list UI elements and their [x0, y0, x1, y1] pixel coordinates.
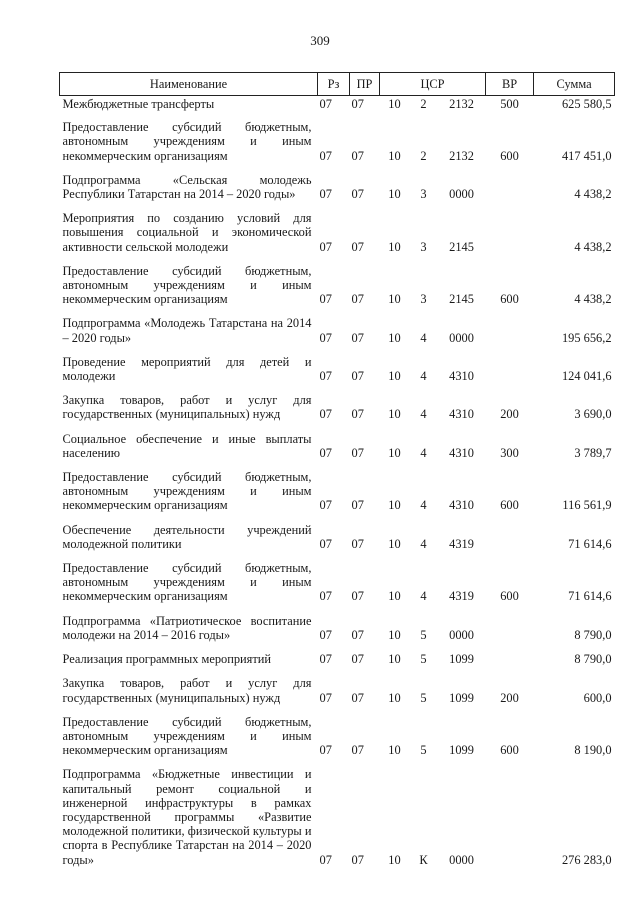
- row-name: Социальное обеспечение и иные выплаты населению: [62, 431, 312, 460]
- row-rz: 07: [319, 445, 332, 460]
- row-csr-item: 4319: [449, 589, 474, 604]
- row-sum: 4 438,2: [574, 187, 612, 202]
- row-csr-item: 1099: [449, 652, 474, 667]
- row-csr-item: 0000: [449, 330, 474, 345]
- row-csr-program: 10: [388, 498, 401, 513]
- row-csr-subprogram: 4: [420, 407, 427, 422]
- table-row: [60, 762, 615, 871]
- row-csr-subprogram: 4: [420, 536, 427, 551]
- row-csr-subprogram: 5: [420, 743, 427, 758]
- row-pr: 07: [351, 536, 364, 551]
- row-sum: 600,0: [583, 690, 612, 705]
- row-rz: 07: [319, 407, 332, 422]
- row-vr: 600: [500, 498, 519, 513]
- row-name: Предоставление субсидий бюджетным, автономным учреждениям и иным некоммерческим организациям: [62, 714, 312, 758]
- row-sum: 71 614,6: [568, 536, 612, 551]
- row-name: Предоставление субсидий бюджетным, автономным учреждениям и иным некоммерческим организациям: [62, 561, 312, 604]
- row-csr-item: 0000: [449, 852, 474, 867]
- row-sum: 71 614,6: [568, 589, 612, 604]
- table-row: [60, 311, 615, 349]
- row-name: Закупка товаров, работ и услуг для государственных (муниципальных) нужд: [62, 393, 312, 422]
- table-row: [60, 206, 615, 259]
- table-row: [60, 671, 615, 709]
- row-csr-item: 2132: [449, 148, 474, 163]
- header-pr: ПР: [350, 73, 380, 96]
- row-csr-item: 4319: [449, 536, 474, 551]
- row-vr: [486, 311, 534, 349]
- row-sum: 124 041,6: [561, 369, 612, 384]
- row-csr-program: 10: [388, 97, 401, 111]
- table-row: [60, 556, 615, 609]
- row-csr-subprogram: 2: [420, 148, 427, 163]
- row-sum: 417 451,0: [561, 148, 612, 163]
- row-csr-item: 4310: [449, 445, 474, 460]
- row-csr-program: 10: [388, 369, 401, 384]
- row-csr-program: 10: [388, 445, 401, 460]
- row-vr: [486, 350, 534, 388]
- budget-table: [59, 72, 615, 872]
- row-csr-program: 10: [388, 239, 401, 254]
- row-csr-program: 10: [388, 536, 401, 551]
- table-row: [60, 465, 615, 518]
- row-csr-subprogram: 3: [420, 292, 427, 307]
- row-csr-program: 10: [388, 652, 401, 667]
- row-csr-subprogram: 3: [420, 187, 427, 202]
- table-row: [60, 259, 615, 312]
- row-csr-item: 4310: [449, 369, 474, 384]
- header-name: Наименование: [60, 73, 318, 96]
- row-vr: [486, 762, 534, 871]
- row-pr: 07: [351, 690, 364, 705]
- table-row: [60, 350, 615, 388]
- row-sum: 8 190,0: [574, 743, 612, 758]
- row-sum: 116 561,9: [562, 498, 612, 513]
- row-csr-program: 10: [388, 589, 401, 604]
- row-rz: 07: [319, 97, 332, 111]
- row-csr-program: 10: [388, 407, 401, 422]
- row-csr-subprogram: 4: [420, 445, 427, 460]
- header-vr: ВР: [486, 73, 534, 96]
- row-csr-item: 2145: [449, 239, 474, 254]
- row-csr-subprogram: 2: [420, 97, 427, 111]
- row-csr-subprogram: 5: [420, 627, 427, 642]
- row-rz: 07: [319, 292, 332, 307]
- table-row: [60, 710, 615, 763]
- row-csr-item: 1099: [449, 743, 474, 758]
- row-name: Реализация программных мероприятий: [62, 652, 272, 667]
- row-pr: 07: [351, 652, 364, 667]
- row-vr: 600: [500, 743, 519, 758]
- row-rz: 07: [319, 652, 332, 667]
- row-csr-item: 4310: [449, 498, 474, 513]
- row-vr: [486, 168, 534, 206]
- row-name: Подпрограмма «Патриотическое воспитание молодежи на 2014 – 2016 годы»: [62, 613, 312, 642]
- row-sum: 4 438,2: [574, 239, 612, 254]
- row-pr: 07: [351, 239, 364, 254]
- row-rz: 07: [319, 690, 332, 705]
- row-rz: 07: [319, 743, 332, 758]
- row-vr: 300: [500, 445, 519, 460]
- row-csr-item: 0000: [449, 187, 474, 202]
- row-csr-subprogram: К: [419, 852, 428, 867]
- row-name: Мероприятия по созданию условий для повышения социальной и экономической активности сельской молодежи: [62, 211, 312, 254]
- row-name: Подпрограмма «Бюджетные инвестиции и капитальный ремонт социальной и инженерной инфраструктуры в рамках государственной программы «Развитие молодежной политики, физической культуры и спорта в Республике Татарстан на 2014 – 2020 годы»: [62, 767, 312, 867]
- row-csr-program: 10: [388, 690, 401, 705]
- row-csr-program: 10: [388, 292, 401, 307]
- row-csr-subprogram: 3: [420, 239, 427, 254]
- row-pr: 07: [351, 187, 364, 202]
- header-rz: Рз: [318, 73, 350, 96]
- row-pr: 07: [351, 97, 364, 111]
- row-pr: 07: [351, 498, 364, 513]
- row-csr-subprogram: 4: [420, 589, 427, 604]
- row-vr: 200: [500, 690, 519, 705]
- table-row: [60, 96, 615, 116]
- row-rz: 07: [319, 498, 332, 513]
- row-csr-item: 4310: [449, 407, 474, 422]
- row-csr-program: 10: [388, 627, 401, 642]
- table-row: [60, 115, 615, 168]
- row-pr: 07: [351, 627, 364, 642]
- row-csr-program: 10: [388, 743, 401, 758]
- row-name: Подпрограмма «Молодежь Татарстана на 2014 – 2020 годы»: [62, 316, 312, 345]
- row-csr-program: 10: [388, 187, 401, 202]
- row-vr: [486, 647, 534, 671]
- row-rz: 07: [319, 239, 332, 254]
- row-pr: 07: [351, 292, 364, 307]
- row-csr-subprogram: 4: [420, 369, 427, 384]
- header-sum: Сумма: [534, 73, 615, 96]
- row-name: Предоставление субсидий бюджетным, автономным учреждениям и иным некоммерческим организациям: [62, 263, 312, 307]
- row-pr: 07: [351, 445, 364, 460]
- row-csr-subprogram: 4: [420, 498, 427, 513]
- row-pr: 07: [351, 148, 364, 163]
- row-pr: 07: [351, 743, 364, 758]
- row-vr: [486, 206, 534, 259]
- row-name: Межбюджетные трансферты: [62, 97, 215, 111]
- row-vr: 600: [500, 148, 519, 163]
- row-rz: 07: [319, 148, 332, 163]
- row-vr: 500: [500, 97, 519, 111]
- row-pr: 07: [351, 407, 364, 422]
- row-rz: 07: [319, 627, 332, 642]
- table-row: [60, 388, 615, 426]
- row-pr: 07: [351, 852, 364, 867]
- row-csr-item: 2132: [449, 97, 474, 111]
- row-name: Закупка товаров, работ и услуг для государственных (муниципальных) нужд: [62, 676, 312, 705]
- row-vr: [486, 518, 534, 556]
- table-row: [60, 609, 615, 647]
- table-row: [60, 427, 615, 465]
- row-rz: 07: [319, 852, 332, 867]
- row-pr: 07: [351, 330, 364, 345]
- row-csr-item: 2145: [449, 292, 474, 307]
- table-row: [60, 168, 615, 206]
- row-name: Обеспечение деятельности учреждений молодежной политики: [62, 522, 312, 551]
- row-pr: 07: [351, 369, 364, 384]
- row-rz: 07: [319, 536, 332, 551]
- row-pr: 07: [351, 589, 364, 604]
- row-name: Подпрограмма «Сельская молодежь Республики Татарстан на 2014 – 2020 годы»: [62, 172, 312, 202]
- page-number: 309: [310, 33, 330, 48]
- row-csr-item: 0000: [449, 627, 474, 642]
- row-csr-subprogram: 5: [420, 690, 427, 705]
- row-rz: 07: [319, 369, 332, 384]
- row-csr-program: 10: [388, 330, 401, 345]
- row-vr: 200: [500, 407, 519, 422]
- table-row: [60, 518, 615, 556]
- row-sum: 3 690,0: [574, 407, 612, 422]
- row-csr-subprogram: 5: [420, 652, 427, 667]
- row-csr-program: 10: [388, 852, 401, 867]
- row-vr: 600: [500, 589, 519, 604]
- table-row: [60, 647, 615, 671]
- row-rz: 07: [319, 187, 332, 202]
- row-rz: 07: [319, 330, 332, 345]
- row-sum: 8 790,0: [574, 652, 612, 667]
- table-header: [60, 73, 615, 96]
- row-name: Предоставление субсидий бюджетным, автономным учреждениям и иным некоммерческим организациям: [62, 120, 312, 163]
- row-rz: 07: [319, 589, 332, 604]
- row-sum: 4 438,2: [574, 292, 612, 307]
- row-vr: [486, 609, 534, 647]
- row-sum: 8 790,0: [574, 627, 612, 642]
- row-sum: 625 580,5: [561, 97, 612, 111]
- header-csr: ЦСР: [380, 73, 486, 96]
- row-csr-subprogram: 4: [420, 330, 427, 345]
- row-sum: 276 283,0: [561, 852, 612, 867]
- row-csr-item: 1099: [449, 690, 474, 705]
- row-sum: 3 789,7: [574, 445, 612, 460]
- row-csr-program: 10: [388, 148, 401, 163]
- row-name: Проведение мероприятий для детей и молодежи: [62, 354, 312, 384]
- row-name: Предоставление субсидий бюджетным, автономным учреждениям и иным некоммерческим организациям: [62, 470, 312, 513]
- row-vr: 600: [500, 292, 519, 307]
- row-sum: 195 656,2: [561, 330, 612, 345]
